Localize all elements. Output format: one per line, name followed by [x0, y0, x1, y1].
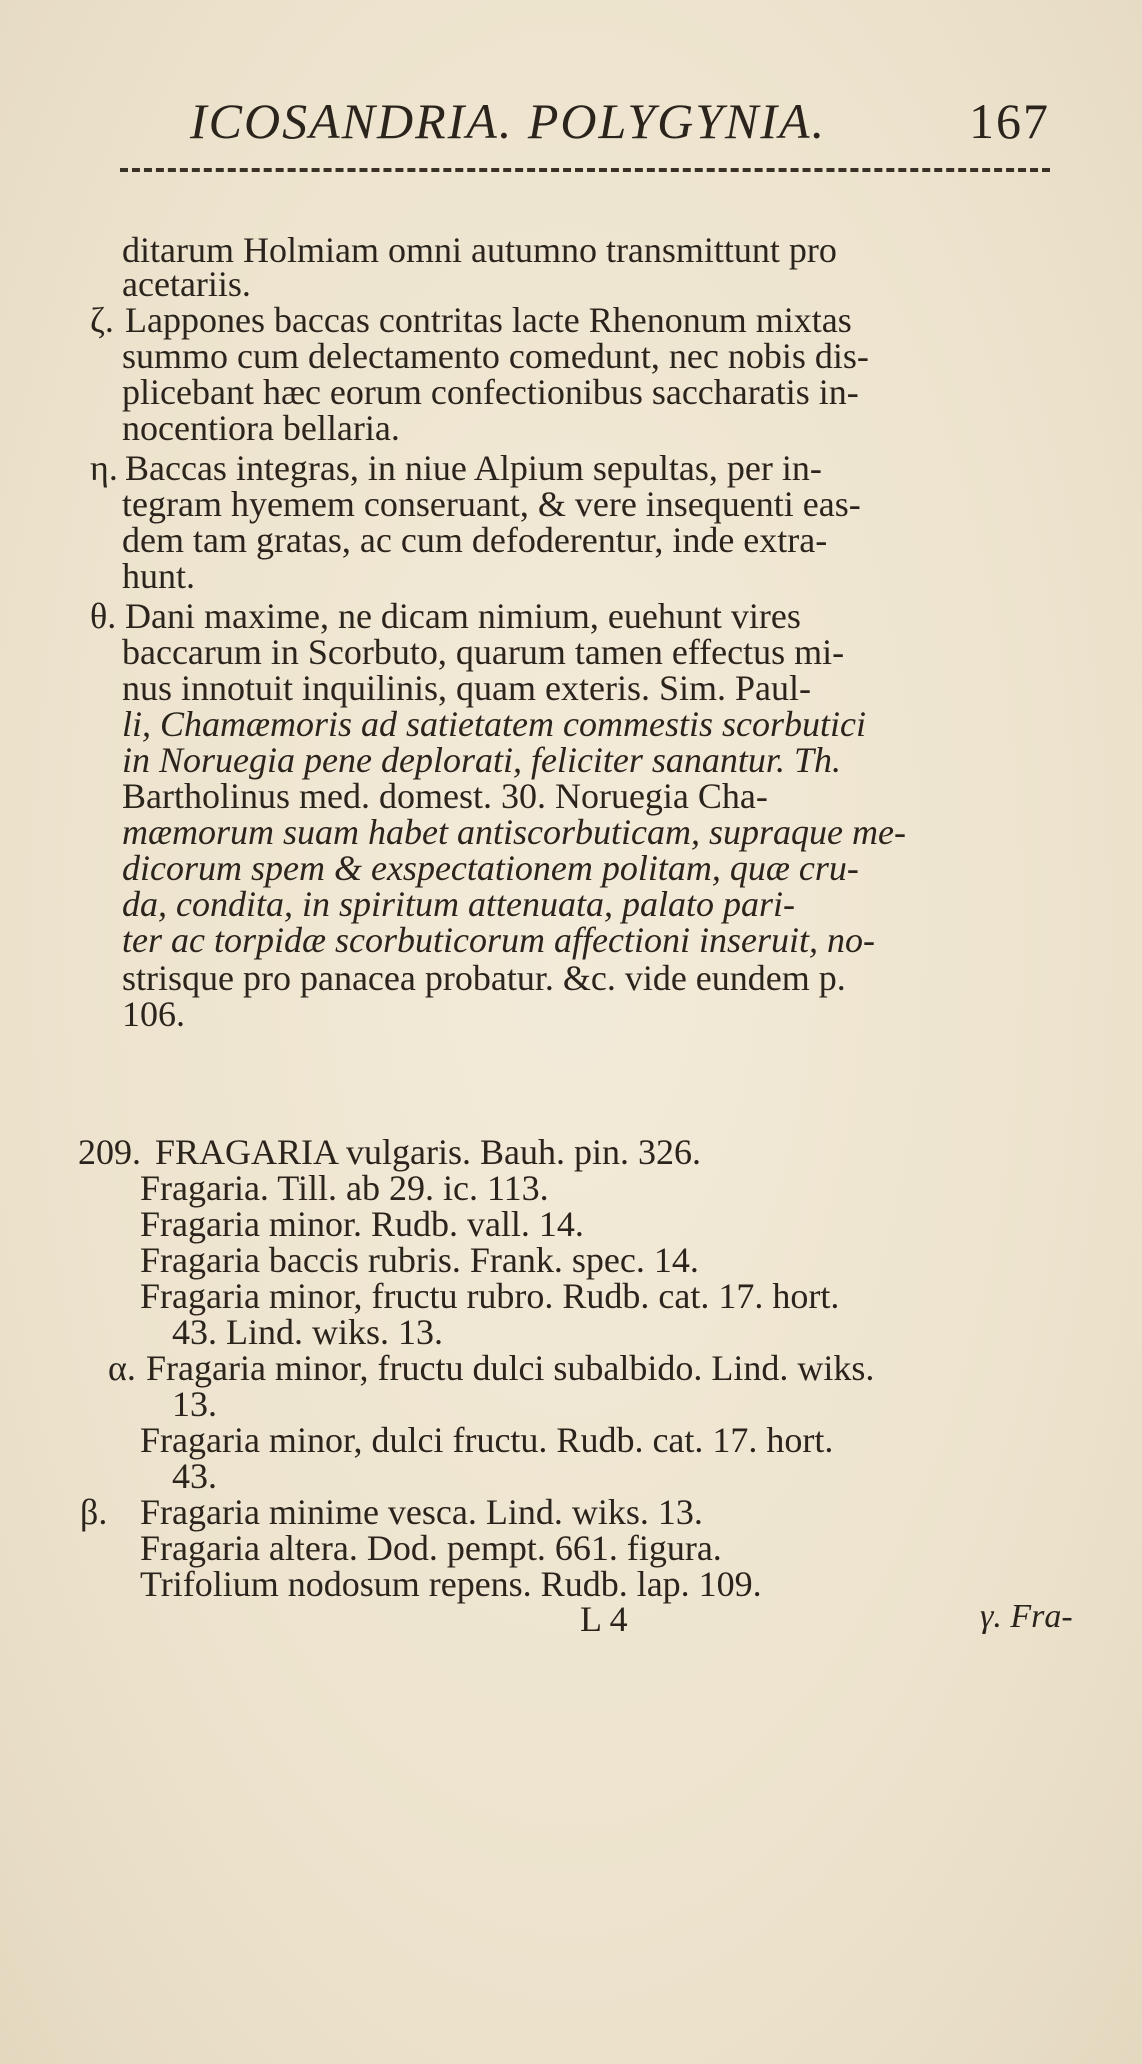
body-line: tegram hyemem conseruant, & vere insequenti eas-	[122, 484, 861, 524]
body-line: Bartholinus med. domest. 30. Noruegia Cha-	[122, 776, 768, 816]
body-line: da, condita, in spiritum attenuata, palato pari-	[122, 884, 795, 924]
synonym-line: Fragaria minor, dulci fructu. Rudb. cat. 17. hort.	[140, 1420, 834, 1460]
body-line: dem tam gratas, ac cum defoderentur, inde extra-	[122, 520, 828, 560]
header-rule	[120, 168, 1050, 172]
synonym-line: Trifolium nodosum repens. Rudb. lap. 109.	[140, 1564, 762, 1604]
body-line: Lappones baccas contritas lacte Rhenonum mixtas	[125, 300, 852, 340]
synonym-line: Fragaria minor, fructu rubro. Rudb. cat. 17. hort.	[140, 1276, 840, 1316]
entry-heading: FRAGARIA vulgaris. Bauh. pin. 326.	[155, 1132, 702, 1172]
signature-mark: L 4	[580, 1599, 628, 1639]
synonym-line: Fragaria. Till. ab 29. ic. 113.	[140, 1168, 549, 1208]
body-line: mæmorum suam habet antiscorbuticam, supraque me-	[122, 812, 906, 852]
body-line: li, Chamæmoris ad satietatem commestis scorbutici	[122, 704, 866, 744]
synonym-line: Fragaria minime vesca. Lind. wiks. 13.	[140, 1492, 703, 1532]
body-line: nocentiora bellaria.	[122, 408, 400, 448]
variety-marker: β.	[80, 1492, 108, 1532]
body-line: hunt.	[122, 556, 196, 596]
synonym-line: 43.	[172, 1456, 217, 1496]
body-line: nus innotuit inquilinis, quam exteris. Sim. Paul-	[122, 668, 811, 708]
synonym-line: Fragaria minor. Rudb. vall. 14.	[140, 1204, 584, 1244]
body-line: baccarum in Scorbuto, quarum tamen effectus mi-	[122, 632, 845, 672]
body-line: summo cum delectamento comedunt, nec nobis dis-	[122, 336, 869, 376]
running-head	[190, 92, 1070, 152]
section-marker: η.	[90, 448, 118, 488]
body-line: Dani maxime, ne dicam nimium, euehunt vires	[125, 596, 801, 636]
body-line: ditarum Holmiam omni autumno transmittunt pro	[122, 230, 837, 270]
page-number: 167	[969, 93, 1050, 149]
synonym-line: Fragaria minor, fructu dulci subalbido. Lind. wiks.	[146, 1348, 875, 1388]
body-line: ter ac torpidæ scorbuticorum affectioni inseruit, no-	[122, 920, 875, 960]
body-line: 106.	[122, 994, 185, 1034]
catchword: γ. Fra-	[980, 1598, 1073, 1635]
body-line: strisque pro panacea probatur. &c. vide eundem p.	[122, 958, 846, 998]
body-line: in Noruegia pene deplorati, feliciter sanantur. Th.	[122, 740, 841, 780]
synonym-line: 43. Lind. wiks. 13.	[172, 1312, 444, 1352]
section-marker: ζ.	[90, 300, 114, 340]
synonym-line: 13.	[172, 1384, 217, 1424]
section-marker: θ.	[90, 596, 117, 636]
body-line: plicebant hæc eorum confectionibus saccharatis in-	[122, 372, 859, 412]
entry-number: 209.	[78, 1132, 141, 1172]
synonym-line: Fragaria baccis rubris. Frank. spec. 14.	[140, 1240, 699, 1280]
variety-marker: α.	[108, 1348, 136, 1388]
body-line: acetariis.	[122, 264, 251, 304]
running-title: ICOSANDRIA. POLYGYNIA.	[190, 93, 827, 149]
body-line: dicorum spem & exspectationem politam, quæ cru-	[122, 848, 859, 888]
synonym-line: Fragaria altera. Dod. pempt. 661. figura.	[140, 1528, 722, 1568]
body-line: Baccas integras, in niue Alpium sepultas, per in-	[125, 448, 822, 488]
